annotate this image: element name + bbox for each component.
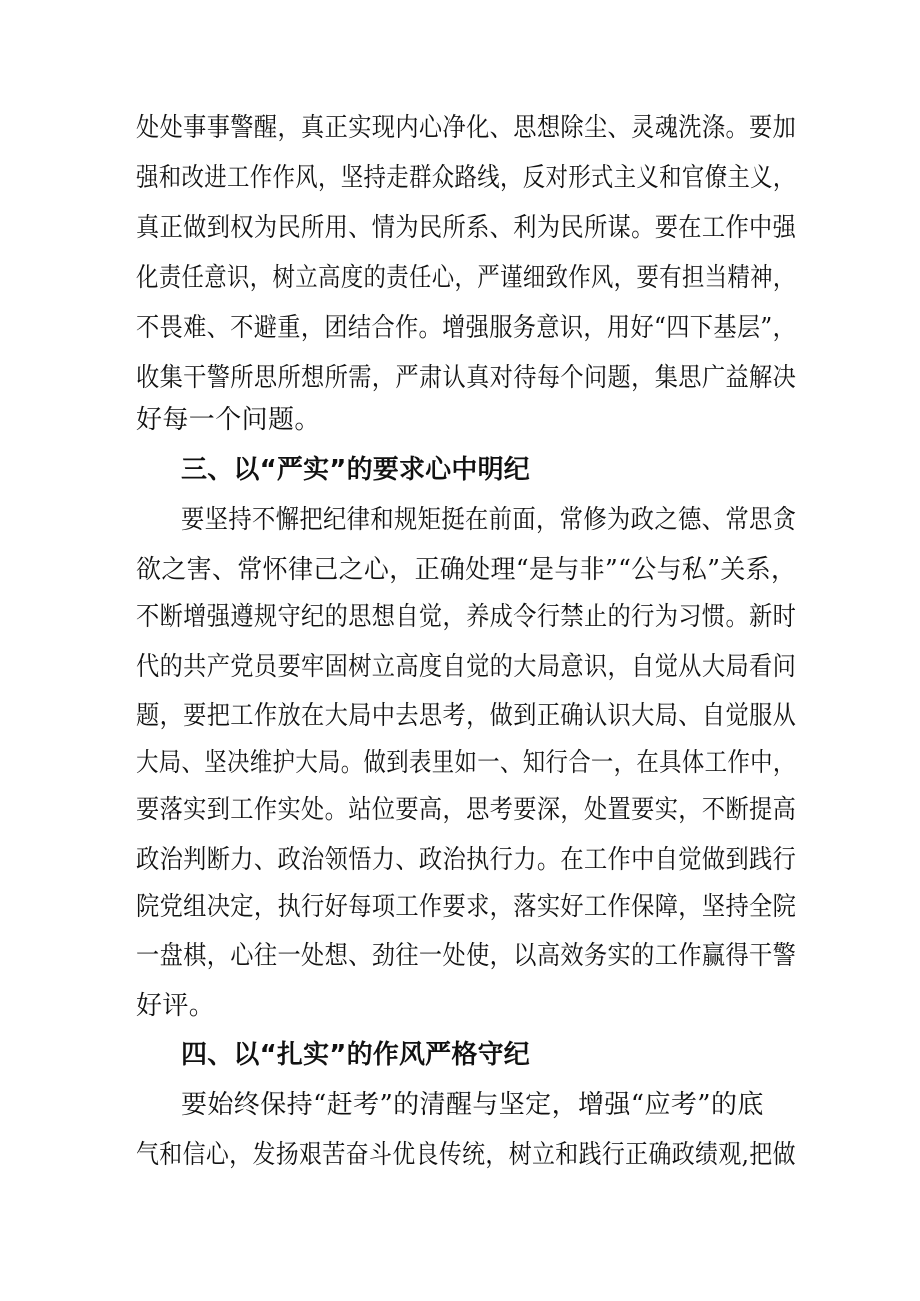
paragraph-line: 好每一个问题。 bbox=[136, 405, 321, 435]
paragraph-line: 不畏难、不避重，团结合作。增强服务意识，用好“四下基层”， bbox=[136, 313, 797, 343]
paragraph-line: 欲之害、常怀律己之心，正确处理“是与非”“公与私”关系， bbox=[136, 555, 797, 585]
paragraph-line: 院党组决定，执行好每项工作要求，落实好工作保障，坚持全院 bbox=[136, 892, 797, 922]
paragraph-line: 不断增强遵规守纪的思想自觉，养成令行禁止的行为习惯。新时 bbox=[136, 602, 797, 632]
paragraph-line: 代的共产党员要牢固树立高度自觉的大局意识，自觉从大局看问 bbox=[136, 652, 797, 682]
paragraph-line: 好评。 bbox=[136, 991, 216, 1021]
section-heading: 三、以“严实”的要求心中明纪 bbox=[181, 455, 530, 485]
paragraph-line: 真正做到权为民所用、情为民所系、利为民所谋。要在工作中强 bbox=[136, 213, 797, 243]
paragraph-line: 一盘棋，心往一处想、劲往一处使，以高效务实的工作赢得干警 bbox=[136, 941, 797, 971]
paragraph-line: 题，要把工作放在大局中去思考，做到正确认识大局、自觉服从 bbox=[136, 701, 797, 731]
paragraph-line: 处处事事警醒，真正实现内心净化、思想除尘、灵魂洗涤。要加 bbox=[136, 113, 797, 143]
paragraph-line: 大局、坚决维护大局。做到表里如一、知行合一，在具体工作中， bbox=[136, 748, 796, 778]
paragraph-line: 要始终保持“赶考”的清醒与坚定，增强“应考”的底 bbox=[181, 1090, 764, 1120]
section-heading: 四、以“扎实”的作风严格守纪 bbox=[181, 1040, 530, 1070]
paragraph-line: 要坚持不懈把纪律和规矩挺在前面，常修为政之德、常思贪 bbox=[181, 505, 797, 535]
paragraph-line: 气和信心，发扬艰苦奋斗优良传统，树立和践行正确政绩观,把做 bbox=[136, 1140, 796, 1170]
paragraph-line: 强和改进工作作风，坚持走群众路线，反对形式主义和官僚主义， bbox=[136, 163, 796, 193]
paragraph-line: 收集干警所思所想所需，严肃认真对待每个问题，集思广益解决 bbox=[136, 363, 797, 393]
paragraph-line: 要落实到工作实处。站位要高，思考要深，处置要实，不断提高 bbox=[136, 795, 797, 825]
paragraph-line: 政治判断力、政治领悟力、政治执行力。在工作中自觉做到践行 bbox=[136, 845, 797, 875]
paragraph-line: 化责任意识，树立高度的责任心，严谨细致作风，要有担当精神， bbox=[136, 263, 796, 293]
